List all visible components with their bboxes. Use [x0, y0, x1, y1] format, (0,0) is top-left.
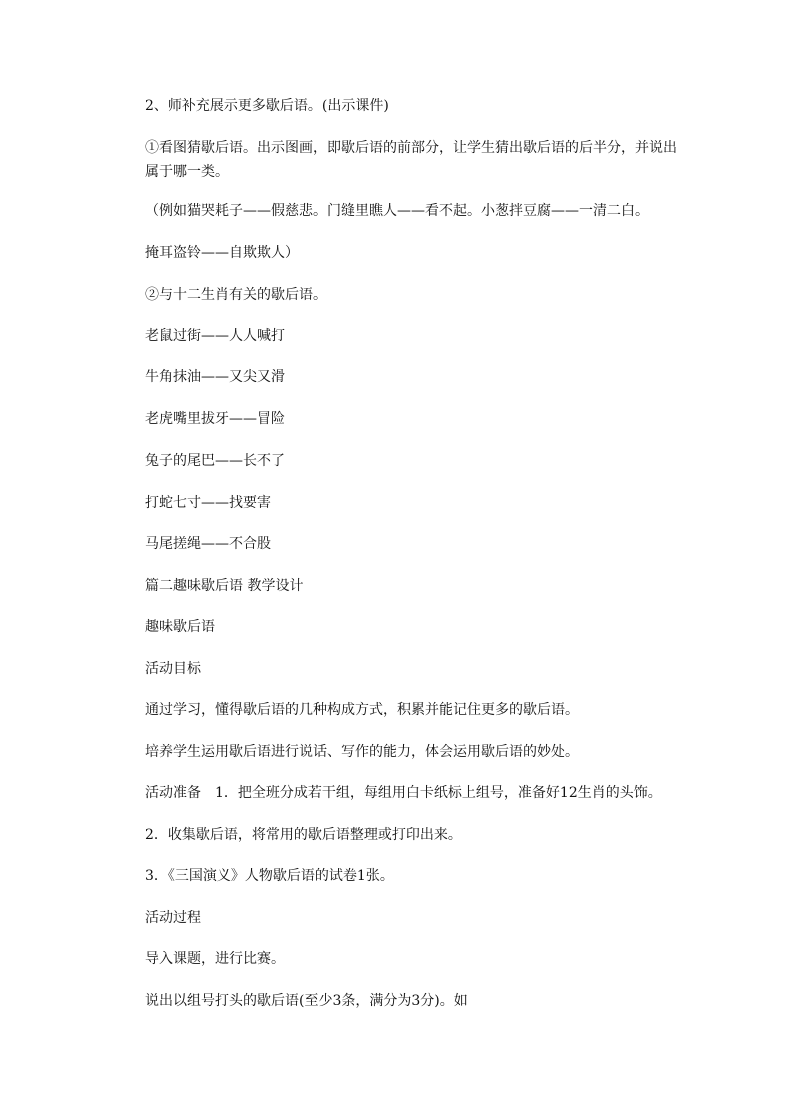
subheading: 活动过程 [145, 910, 201, 926]
text-line: 说出以组号打头的歇后语(至少3条，满分为3分)。如 [145, 993, 468, 1009]
text-line: 马尾搓绳——不合股 [145, 536, 271, 552]
text-line: 3．《三国演义》人物歇后语的试卷1张。 [145, 868, 394, 884]
subheading: 活动目标 [145, 661, 201, 677]
text-line: （例如猫哭耗子——假慈悲。门缝里瞧人——看不起。小葱拌豆腐——一清二白。 [145, 203, 649, 219]
text-line: 掩耳盗铃——自欺欺人） [145, 245, 299, 261]
text-line: 2、师补充展示更多歇后语。(出示课件) [145, 98, 389, 114]
section-heading: 篇二趣味歇后语 教学设计 [145, 578, 304, 594]
text-line: 通过学习，懂得歇后语的几种构成方式，积累并能记住更多的歇后语。 [145, 702, 579, 718]
text-line: 培养学生运用歇后语进行说话、写作的能力，体会运用歇后语的妙处。 [145, 744, 579, 760]
text-line: 牛角抹油——又尖又滑 [145, 369, 285, 385]
text-paragraph: ①看图猜歇后语。出示图画，即歇后语的前部分，让学生猜出歇后语的后半分，并说出属于哪一类。 [145, 140, 677, 180]
text-line: 兔子的尾巴——长不了 [145, 453, 285, 469]
text-line: 导入课题，进行比赛。 [145, 951, 285, 967]
text-line: 老虎嘴里拔牙——冒险 [145, 411, 285, 427]
text-line: ②与十二生肖有关的歇后语。 [145, 287, 327, 303]
text-line: 2．收集歇后语，将常用的歇后语整理或打印出来。 [145, 827, 462, 843]
text-line: 打蛇七寸——找要害 [145, 495, 271, 511]
text-line: 活动准备 1．把全班分成若干组，每组用白卡纸标上组号，准备好12生肖的头饰。 [145, 785, 662, 801]
text-line: 老鼠过街——人人喊打 [145, 328, 285, 344]
section-title: 趣味歇后语 [145, 619, 215, 635]
